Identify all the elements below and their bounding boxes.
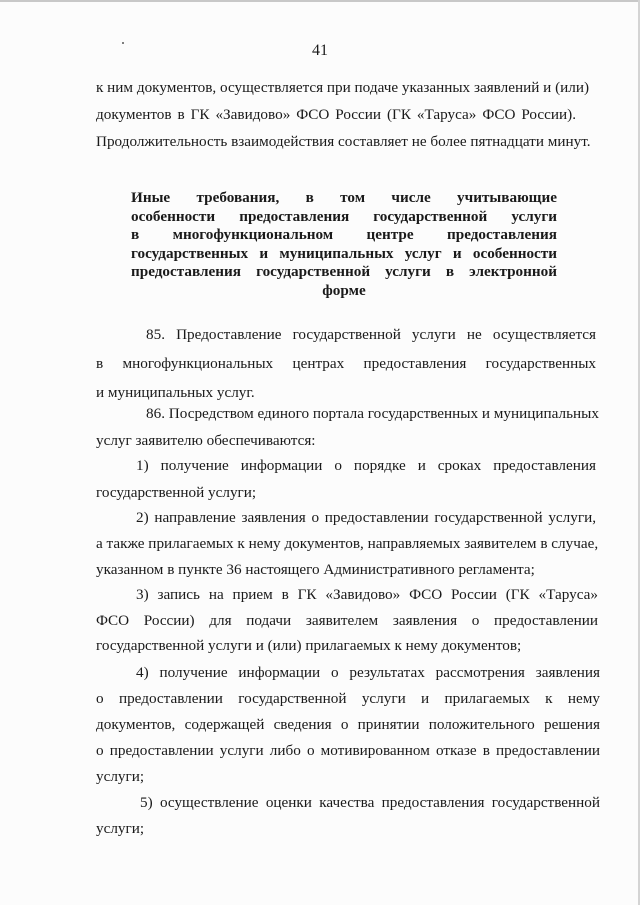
heading-line: форме (322, 281, 366, 299)
text-line: к ним документов, осуществляется при подаче указанных заявлений и (или) (96, 79, 590, 96)
text-line: а также прилагаемых к нему документов, направляемых заявителем в случае, (96, 535, 599, 552)
text-line: 1) получение информации о порядке и сроках предоставления (136, 457, 596, 474)
heading-line: в многофункциональном центре предоставления (131, 226, 557, 243)
heading-line: особенности предоставления государственной услуги (131, 207, 557, 225)
text-line: 2) направление заявления о предоставлении государственной услуги, (136, 509, 596, 526)
heading-line: предоставления государственной услуги в электронной (131, 263, 557, 280)
section-heading (131, 189, 557, 300)
text-line: 86. Посредством единого портала государственных и муниципальных (146, 405, 599, 422)
heading-line: государственных и муниципальных услуг и особенности (131, 244, 557, 262)
heading-line: Иные требования, в том числе учитывающие (131, 189, 557, 206)
text-line: 3) запись на прием в ГК «Завидово» ФСО России (ГК «Таруса» (136, 586, 598, 603)
text-line: услуги; (96, 820, 145, 837)
text-line: государственной услуги; (96, 484, 257, 501)
text-line: документов в ГК «Завидово» ФСО России (ГК «Таруса» ФСО России). (96, 106, 576, 123)
scan-edge-top (0, 0, 640, 2)
page-number: 41 (312, 42, 328, 59)
text-line: документов, содержащей сведения о принятии положительного решения (96, 716, 600, 733)
text-line: 85. Предоставление государственной услуги не осуществляется (146, 326, 596, 343)
text-line: о предоставлении государственной услуги и прилагаемых к нему (96, 690, 600, 707)
text-line: о предоставлении услуги либо о мотивированном отказе в предоставлении (96, 742, 600, 759)
text-line: 5) осуществление оценки качества предоставления государственной (140, 794, 600, 811)
text-line: 4) получение информации о результатах рассмотрения заявления (136, 664, 600, 681)
text-line: ФСО России) для подачи заявителем заявления о предоставлении (96, 612, 598, 629)
text-line: и муниципальных услуг. (96, 384, 255, 401)
text-line: указанном в пункте 36 настоящего Административного регламента; (96, 561, 535, 578)
text-line: услуги; (96, 768, 145, 785)
text-line: услуг заявителю обеспечиваются: (96, 432, 316, 449)
text-line: в многофункциональных центрах предоставления государственных (96, 355, 596, 372)
text-line: Продолжительность взаимодействия составляет не более пятнадцати минут. (96, 133, 591, 150)
text-line: государственной услуги и (или) прилагаемых к нему документов; (96, 637, 522, 654)
